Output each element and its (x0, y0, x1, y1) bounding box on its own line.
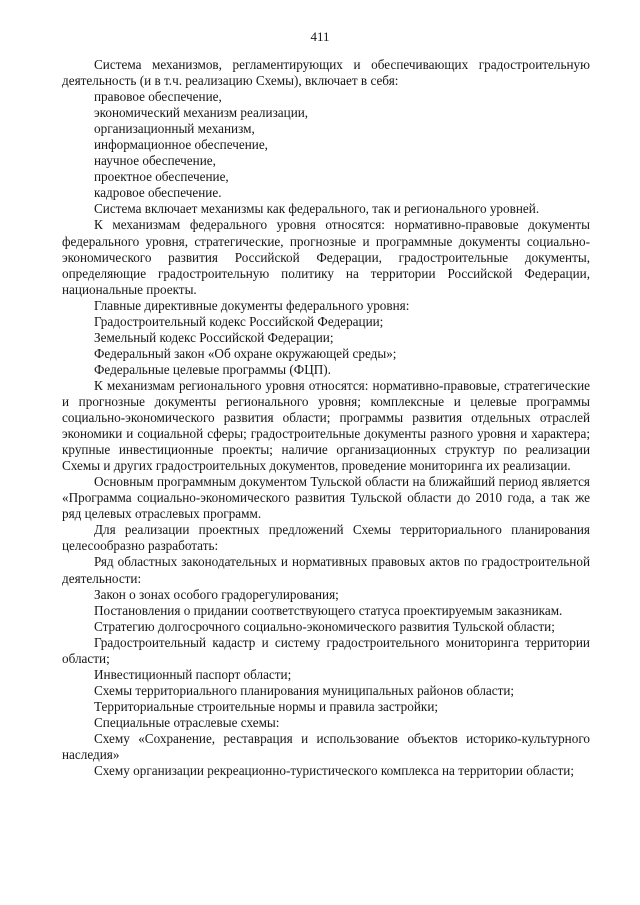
paragraph: Федеральный закон «Об охране окружающей среды»; (94, 345, 397, 361)
paragraph: Схему «Сохранение, реставрация и использование объектов историко-культурного наследия» (62, 730, 590, 763)
list-item: организационный механизм, (94, 121, 255, 137)
paragraph: Инвестиционный паспорт области; (94, 666, 292, 682)
paragraph: Основным программным документом Тульской области на ближайший период является «Программа социально-экономического развития Тульской области до 2010 года, а так же ряд целевых отраслевых программ. (62, 474, 590, 522)
list-item: кадровое обеспечение. (94, 185, 222, 201)
paragraph: Закон о зонах особого градорегулирования; (94, 586, 339, 602)
list-item: научное обеспечение, (94, 153, 216, 169)
list-item: экономический механизм реализации, (94, 105, 309, 121)
document-body (62, 57, 590, 779)
paragraph: Система включает механизмы как федерального, так и регионального уровней. (94, 201, 540, 217)
paragraph: Схему организации рекреационно-туристического комплекса на территории области; (94, 763, 575, 779)
paragraph: Система механизмов, регламентирующих и обеспечивающих градостроительную деятельность (и в т.ч. реализацию Схемы), включает в себя: (62, 57, 590, 89)
page-number: 411 (310, 29, 330, 44)
paragraph: Градостроительный кодекс Российской Федерации; (94, 313, 384, 329)
paragraph: Федеральные целевые программы (ФЦП). (94, 361, 331, 377)
paragraph: Стратегию долгосрочного социально-экономического развития Тульской области; (94, 618, 555, 634)
paragraph: Главные директивные документы федерального уровня: (94, 297, 410, 313)
paragraph: Территориальные строительные нормы и правила застройки; (94, 698, 439, 714)
list-item: проектное обеспечение, (94, 169, 229, 185)
paragraph: Градостроительный кадастр и систему градостроительного мониторинга территории области; (62, 634, 590, 666)
paragraph: Ряд областных законодательных и нормативных правовых актов по градостроительной деятельности: (62, 554, 590, 586)
list-item: информационное обеспечение, (94, 137, 268, 153)
paragraph: Для реализации проектных предложений Схемы территориального планирования целесообразно разработать: (62, 522, 590, 554)
list-item: правовое обеспечение, (94, 89, 222, 105)
paragraph: К механизмам регионального уровня относятся: нормативно-правовые, стратегические и прогнозные документы регионального уровня; комплексные и целевые программы социально-экономического развития области; программы развития отдельных отраслей экономики и социальной сферы; градостроительные документы разного уровня и характера; крупные инвестиционные проекты; наличие организационных структур по реализации Схемы и других градостроительных документов, проведение мониторинга их реализации. (62, 377, 590, 474)
paragraph: Постановления о придании соответствующего статуса проектируемым заказникам. (94, 602, 563, 618)
paragraph: Специальные отраслевые схемы: (94, 714, 280, 730)
paragraph: Земельный кодекс Российской Федерации; (94, 329, 334, 345)
paragraph: К механизмам федерального уровня относятся: нормативно-правовые документы федерального уровня, стратегические, прогнозные и программные документы социально-экономического развития Российской Федерации, градостроительные документы, определяющие градостроительную политику на территории Российской Федерации, национальные проекты. (62, 217, 590, 297)
paragraph: Схемы территориального планирования муниципальных районов области; (94, 682, 515, 698)
